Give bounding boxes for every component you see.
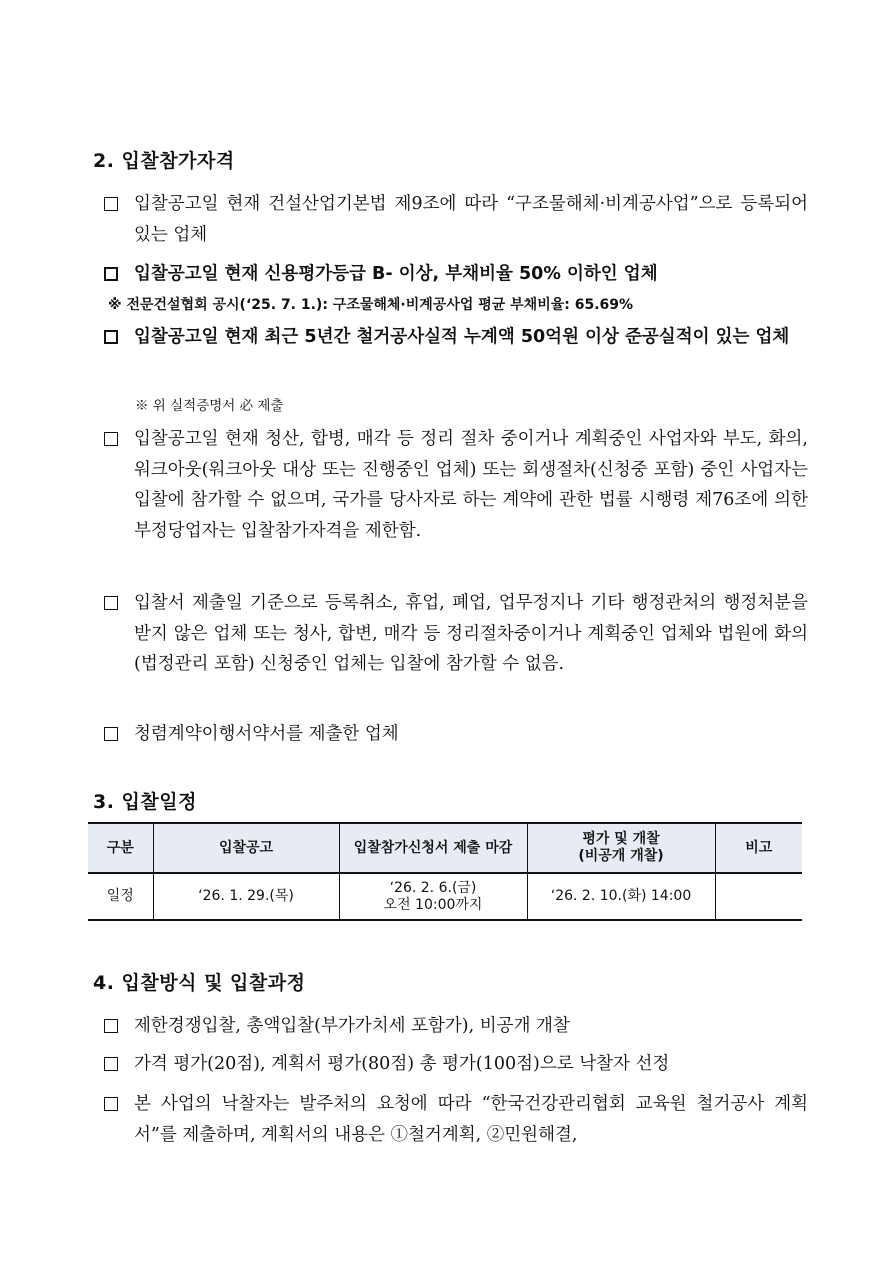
section-2-title: 2. 입찰참가자격: [93, 150, 235, 172]
header-evaluation-line1: 평가 및 개찰: [582, 831, 660, 847]
evaluation-date: ‘26. 2. 10.(화) 14:00: [527, 873, 715, 920]
checkbox-square-icon: [104, 1019, 118, 1033]
checkbox-square-icon: [104, 197, 118, 211]
section-3-title: 3. 입찰일정: [93, 791, 197, 813]
qualification-item-1: 입찰공고일 현재 건설산업기본법 제9조에 따라 “구조물해체·비계공사업”으로 등록되어 있는 업체: [104, 189, 808, 250]
row-label: 일정: [88, 873, 153, 920]
checkbox-square-icon: [104, 1057, 118, 1071]
debt-ratio-note: ※ 전문건설협회 공시(‘25. 7. 1.): 구조물해체·비계공사업 평균 부채비율: 65.69%: [108, 297, 634, 313]
checkbox-square-icon: [104, 330, 118, 344]
header-deadline: 입찰참가신청서 제출 마감: [339, 823, 527, 873]
qualification-item-5: 입찰서 제출일 기준으로 등록취소, 휴업, 폐업, 업무정지나 기타 행정관처의 행정처분을 받지 않은 업체 또는 청사, 합변, 매각 등 정리절차중이거나 계획중인 업체와 법원에 화의(법정관리 포함) 신청중인 업체는 입찰에 참가할 수 없음.: [104, 588, 808, 680]
remark-cell: [715, 873, 802, 920]
qualification-item-3: 입찰공고일 현재 최근 5년간 철거공사실적 누계액 50억원 이상 준공실적이 있는 업체: [104, 321, 808, 353]
header-notice: 입찰공고: [153, 823, 339, 873]
section-4-title: 4. 입찰방식 및 입찰과정: [93, 972, 306, 994]
schedule-header-row: [88, 823, 802, 873]
table-row: [88, 873, 802, 920]
qualification-item-2: 입찰공고일 현재 신용평가등급 B- 이상, 부채비율 50% 이하인 업체: [104, 258, 808, 290]
header-remark: 비고: [715, 823, 802, 873]
checkbox-square-icon: [104, 1097, 118, 1111]
schedule-table: [88, 822, 802, 921]
header-evaluation: [527, 823, 715, 873]
notice-date: ‘26. 1. 29.(목): [153, 873, 339, 920]
qualification-item-4: 입찰공고일 현재 청산, 합병, 매각 등 정리 절차 중이거나 계획중인 사업자와 부도, 화의, 워크아웃(워크아웃 대상 또는 진행중인 업체) 또는 회생절차(신청중 포함) 중인 사업자는 입찰에 참가할 수 없으며, 국가를 당사자로 하는 계약에 관한 법률 시행령 제76조에 의한 부정당업자는 입찰참가자격을 제한함.: [104, 424, 808, 546]
qualification-item-6: 청렴계약이행서약서를 제출한 업체: [104, 719, 808, 750]
method-item-1: 제한경쟁입찰, 총액입찰(부가가치세 포함가), 비공개 개찰: [104, 1011, 808, 1042]
checkbox-square-icon: [104, 596, 118, 610]
method-item-3: 본 사업의 낙찰자는 발주처의 요청에 따라 “한국건강관리협회 교육원 철거공사 계획서”를 제출하며, 계획서의 내용은 ①철거계획, ②민원해결,: [104, 1089, 808, 1150]
method-item-2: 가격 평가(20점), 계획서 평가(80점) 총 평가(100점)으로 낙찰자 선정: [104, 1049, 808, 1080]
deadline-time: 오전 10:00까지: [383, 896, 483, 913]
header-category: 구분: [88, 823, 153, 873]
deadline-date: ‘26. 2. 6.(금): [389, 879, 477, 896]
checkbox-square-icon: [104, 267, 118, 281]
certificate-note: ※ 위 실적증명서 必 제출: [135, 398, 284, 414]
checkbox-square-icon: [104, 432, 118, 446]
header-evaluation-line2: (비공개 개찰): [578, 848, 664, 864]
checkbox-square-icon: [104, 727, 118, 741]
deadline-cell: [339, 873, 527, 920]
